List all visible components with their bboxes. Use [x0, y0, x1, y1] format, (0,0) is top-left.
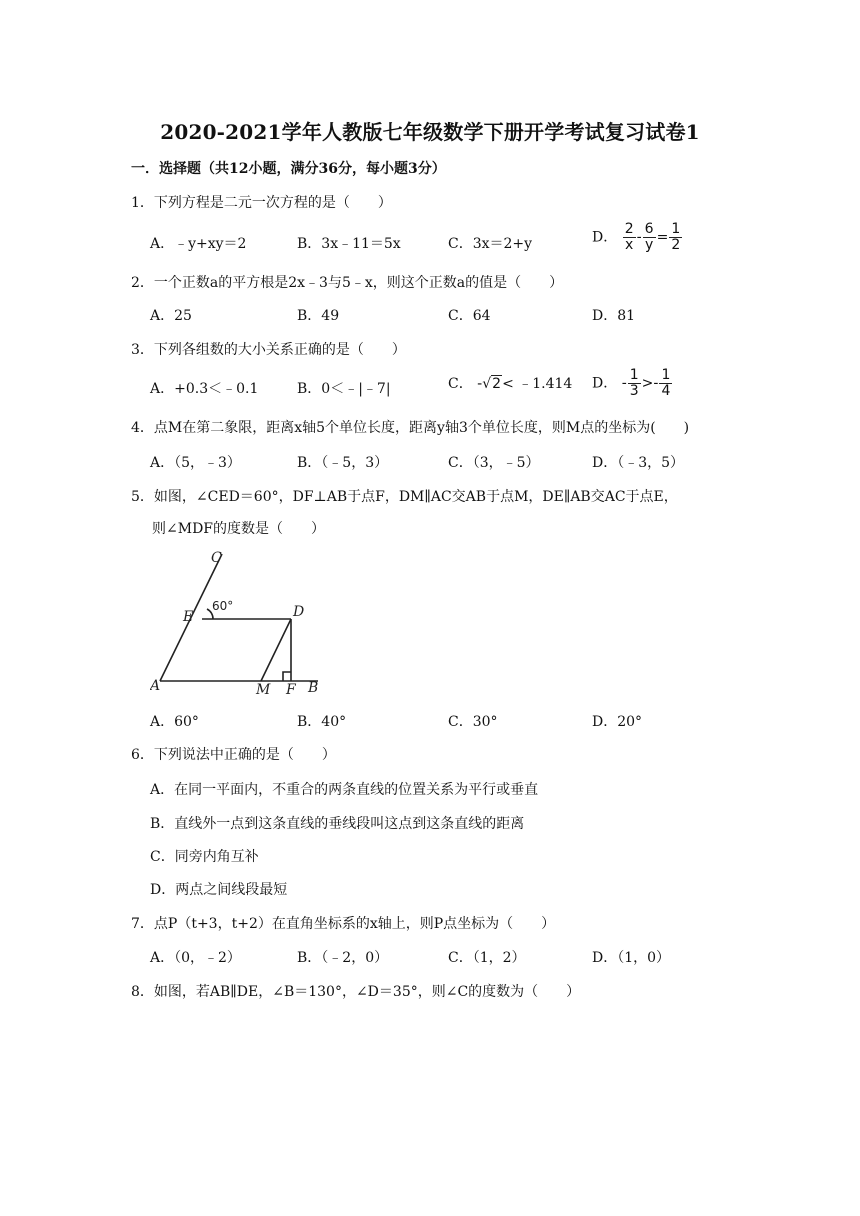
- q7-option-b: B．（﹣2，0）: [297, 950, 389, 966]
- label-m: M: [256, 682, 271, 698]
- fraction: $\frac{6}{y}$: [644, 221, 654, 253]
- q4-option-c: C．（3，﹣5）: [448, 455, 540, 471]
- angle-label: 60°: [212, 599, 234, 613]
- q7-option-a: A．（0，﹣2）: [150, 950, 241, 966]
- question-4-stem: 4．点M在第二象限，距离x轴5个单位长度，距离y轴3个单位长度，则M点的坐标为( ): [131, 420, 690, 436]
- q7-option-c: C．（1，2）: [448, 950, 526, 966]
- q4-option-d: D．（﹣3，5）: [592, 455, 685, 471]
- question-5-stem-line2: 则∠MDF的度数是（ ）: [152, 521, 326, 537]
- q6-option-c: C．同旁内角互补: [150, 849, 259, 865]
- fraction: $\frac{1}{4}$: [661, 367, 671, 399]
- label-a: A: [150, 678, 161, 694]
- q6-option-d: D．两点之间线段最短: [150, 882, 288, 898]
- q5-option-c: C．30°: [448, 714, 498, 730]
- fraction: $\frac{1}{2}$: [671, 221, 681, 253]
- q3-option-d: D． - $\frac{1}{3}$ >- $\frac{1}{4}$: [592, 367, 671, 399]
- section-heading: 一．选择题（共12小题，满分36分，每小题3分）: [131, 161, 446, 177]
- q4-option-a: A．（5，﹣3）: [150, 455, 241, 471]
- q5-option-a: A．60°: [150, 714, 199, 730]
- question-7-stem: 7．点P（t+3，t+2）在直角坐标系的x轴上，则P点坐标为（ ）: [131, 916, 556, 932]
- q3-option-c: C． -√2< ﹣1.414: [448, 376, 573, 392]
- q2-option-c: C．64: [448, 308, 491, 324]
- square-root: √2: [482, 376, 502, 392]
- q4-option-b: B．（﹣5，3）: [297, 455, 389, 471]
- q1-option-c: C．3x＝2+y: [448, 236, 533, 252]
- q2-option-a: A．25: [150, 308, 192, 324]
- fraction: $\frac{2}{x}$: [624, 221, 634, 253]
- q3-option-a: A．+0.3＜﹣0.1: [150, 381, 259, 397]
- q1-option-b: B．3x﹣11＝5x: [297, 236, 401, 252]
- label-c: C: [211, 550, 222, 566]
- page-title: 2020-2021学年人教版七年级数学下册开学考试复习试卷1: [160, 120, 700, 144]
- label-b: B: [308, 680, 319, 696]
- question-6-stem: 6．下列说法中正确的是（ ）: [131, 747, 336, 763]
- q7-option-d: D．（1，0）: [592, 950, 671, 966]
- q5-option-b: B．40°: [297, 714, 347, 730]
- q1-option-a: A．﹣y+xy＝2: [150, 236, 247, 252]
- label-e: E: [183, 609, 194, 625]
- label-f: F: [286, 682, 296, 698]
- question-3-stem: 3．下列各组数的大小关系正确的是（ ）: [131, 342, 406, 358]
- q5-option-d: D．20°: [592, 714, 643, 730]
- q6-option-b: B．直线外一点到这条直线的垂线段叫这点到这条直线的距离: [150, 816, 525, 832]
- q1-option-d: D． $\frac{2}{x}$ - $\frac{6}{y}$ = $\frac{1}{2}$: [592, 221, 681, 253]
- q2-option-b: B．49: [297, 308, 340, 324]
- q3-option-b: B．0＜﹣|﹣7|: [297, 381, 391, 397]
- question-8-stem: 8．如图，若AB∥DE，∠B＝130°，∠D＝35°，则∠C的度数为（ ）: [131, 984, 581, 1000]
- fraction: $\frac{1}{3}$: [629, 367, 639, 399]
- question-5-stem: 5．如图，∠CED＝60°，DF⊥AB于点F，DM∥AC交AB于点M，DE∥AB交AC于点E，: [131, 489, 678, 505]
- question-2-stem: 2．一个正数a的平方根是2x﹣3与5﹣x，则这个正数a的值是（ ）: [131, 275, 564, 291]
- question-1-stem: 1．下列方程是二元一次方程的是（ ）: [131, 195, 392, 211]
- label-d: D: [293, 604, 305, 620]
- q6-option-a: A．在同一平面内，不重合的两条直线的位置关系为平行或垂直: [150, 782, 539, 798]
- geometry-figure: [150, 548, 330, 698]
- q2-option-d: D．81: [592, 308, 636, 324]
- q1-option-d-label: D．: [592, 229, 618, 246]
